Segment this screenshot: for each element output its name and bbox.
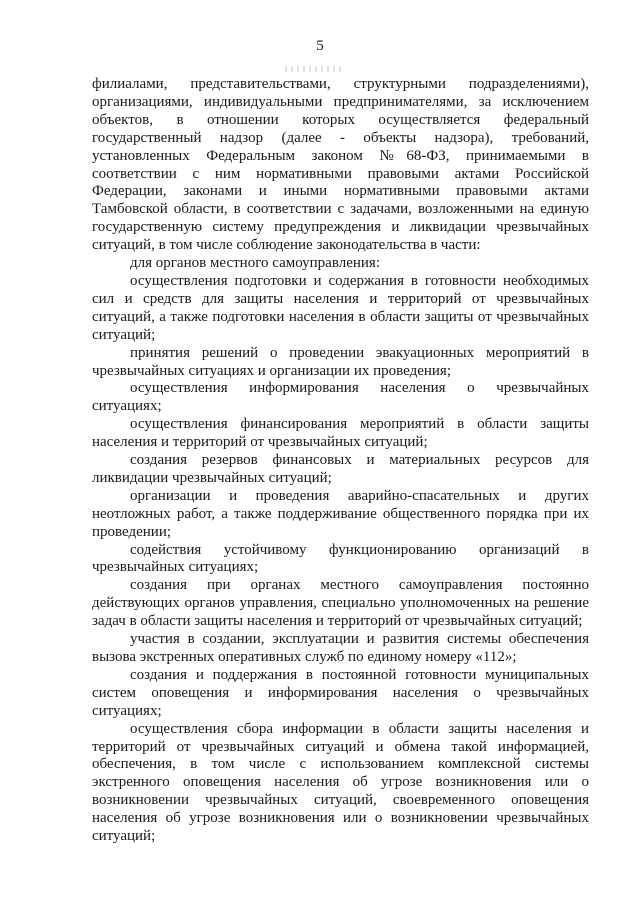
paragraph-item: создания резервов финансовых и материальных ресурсов для ликвидации чрезвычайных ситуаций;	[92, 452, 589, 486]
paragraph-item: участия в создании, эксплуатации и развития системы обеспечения вызова экстренных оперативных служб по единому номеру «112»;	[92, 631, 589, 665]
paragraph-item: осуществления сбора информации в области защиты населения и территорий от чрезвычайных ситуаций и обмена такой информацией, обеспечения, в том числе с использованием комплексной системы экстренного оповещения населения об угрозе возникновения или о возникновении чрезвычайных ситуаций, своевременного оповещения населения об угрозе возникновения или о возникновении чрезвычайных ситуаций;	[92, 720, 589, 845]
paragraph-item: принятия решений о проведении эвакуационных мероприятий в чрезвычайных ситуациях и организации их проведения;	[92, 344, 589, 379]
paragraph-item: осуществления информирования населения о чрезвычайных ситуациях;	[92, 380, 589, 415]
paragraph-item: организации и проведения аварийно-спасательных и других неотложных работ, а также поддерживание общественного порядка при их проведении;	[92, 487, 589, 540]
page-number: 5	[316, 38, 324, 54]
document-body	[92, 76, 589, 846]
scan-artifact	[285, 66, 343, 72]
paragraph-item: содействия устойчивому функционированию организаций в чрезвычайных ситуациях;	[92, 541, 589, 576]
paragraph-item: осуществления подготовки и содержания в готовности необходимых сил и средств для защиты населения и территорий от чрезвычайных ситуаций, а также подготовки населения в области защиты от чрезвычайных ситуаций;	[92, 272, 589, 343]
paragraph-item: создания при органах местного самоуправления постоянно действующих органов управления, специально уполномоченных на решение задач в области защиты населения и территорий от чрезвычайных ситуаций;	[92, 577, 589, 630]
paragraph-item: осуществления финансирования мероприятий в области защиты населения и территорий от чрезвычайных ситуаций;	[92, 416, 589, 451]
paragraph-local-authorities-heading: для органов местного самоуправления:	[130, 255, 380, 272]
paragraph-item: создания и поддержания в постоянной готовности муниципальных систем оповещения и информирования населения о чрезвычайных ситуациях;	[92, 666, 589, 719]
paragraph-intro: филиалами, представительствами, структурными подразделениями), организациями, индивидуальными предпринимателями, за исключением объектов, в отношении которых осуществляется федеральный государственный надзор (далее - объекты надзора), требований, установленных Федеральным законом №68-ФЗ, принимаемыми в соответствии с ним нормативными правовыми актами Российской Федерации, законами и иными нормативными правовыми актами Тамбовской области, в соответствии с задачами, возложенными на единую государственную систему предупреждения и ликвидации чрезвычайных ситуаций, в том числе соблюдение законодательства в части:	[92, 76, 589, 254]
